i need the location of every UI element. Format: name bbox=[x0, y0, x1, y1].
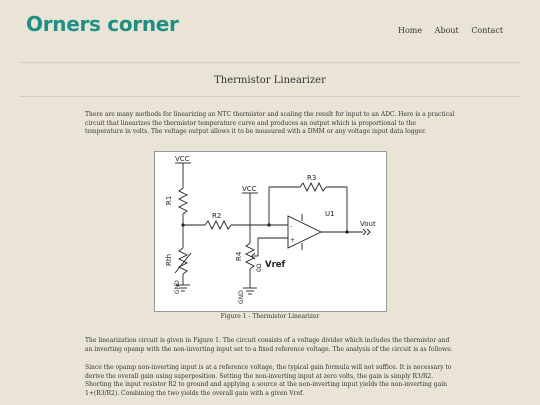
page-title: Thermistor Linearizer bbox=[214, 75, 326, 86]
rth-label: Rth bbox=[165, 253, 173, 266]
circuit-diagram bbox=[155, 152, 386, 311]
pin-minus-label: - bbox=[290, 223, 293, 230]
nav-home[interactable]: Home bbox=[398, 26, 423, 35]
vcc1-label: VCC bbox=[175, 155, 190, 163]
circuit-figure bbox=[154, 151, 387, 312]
vref-label: Vref bbox=[265, 260, 286, 270]
title-divider bbox=[20, 96, 520, 97]
header-divider bbox=[20, 62, 520, 63]
nav-about[interactable]: About bbox=[434, 26, 459, 35]
vcc2-label: VCC bbox=[242, 185, 257, 193]
gnd2-label: GND bbox=[238, 290, 245, 304]
figure-caption: Figure 1 - Thermistor Linearizer bbox=[220, 313, 320, 320]
r1-label: R1 bbox=[165, 195, 173, 205]
r4-value-label: 0Ω bbox=[256, 263, 263, 272]
r2-label: R2 bbox=[212, 212, 222, 220]
analysis-paragraph: The linearization circuit is given in Figure 1. The circuit consists of a voltage divider which includes the thermistor and an inverting opamp with the non-inverting input set to a fixed reference voltage. The analysis of the circuit is as follows: bbox=[85, 337, 453, 353]
u1-label: U1 bbox=[325, 210, 335, 218]
superposition-paragraph: Since the opamp non-inverting input is at a reference voltage, the typical gain formula will not suffice. It is necessary to derive the overall gain using superposition. Setting the non-inverting input at zero volts, the gain is simply R3/R2. Shorting the input resistor R2 to ground and applying a source at the non-inverting input yields the non-inverting gain 1+(R3/R2). Combining the two yields the overall gain with a given Vref. bbox=[85, 364, 452, 397]
nav-contact[interactable]: Contact bbox=[471, 26, 504, 35]
vout-label: Vout bbox=[360, 220, 376, 228]
pin-plus-label: + bbox=[290, 237, 296, 244]
intro-paragraph: There are many methods for linearizing an NTC thermistor and scaling the result for input to an ADC. Here is a practical circuit that linearizes the thermistor temperature curve and produces an output which is proportional to the temperature in volts. The voltage output allows it to be measured with a DMM or any voltage input data logger. bbox=[85, 111, 455, 136]
gnd1-label: GND bbox=[174, 280, 181, 294]
r4-label: R4 bbox=[235, 251, 243, 261]
r3-label: R3 bbox=[307, 174, 317, 182]
main-nav bbox=[398, 26, 513, 35]
site-logo[interactable]: Orners corner bbox=[26, 12, 179, 36]
